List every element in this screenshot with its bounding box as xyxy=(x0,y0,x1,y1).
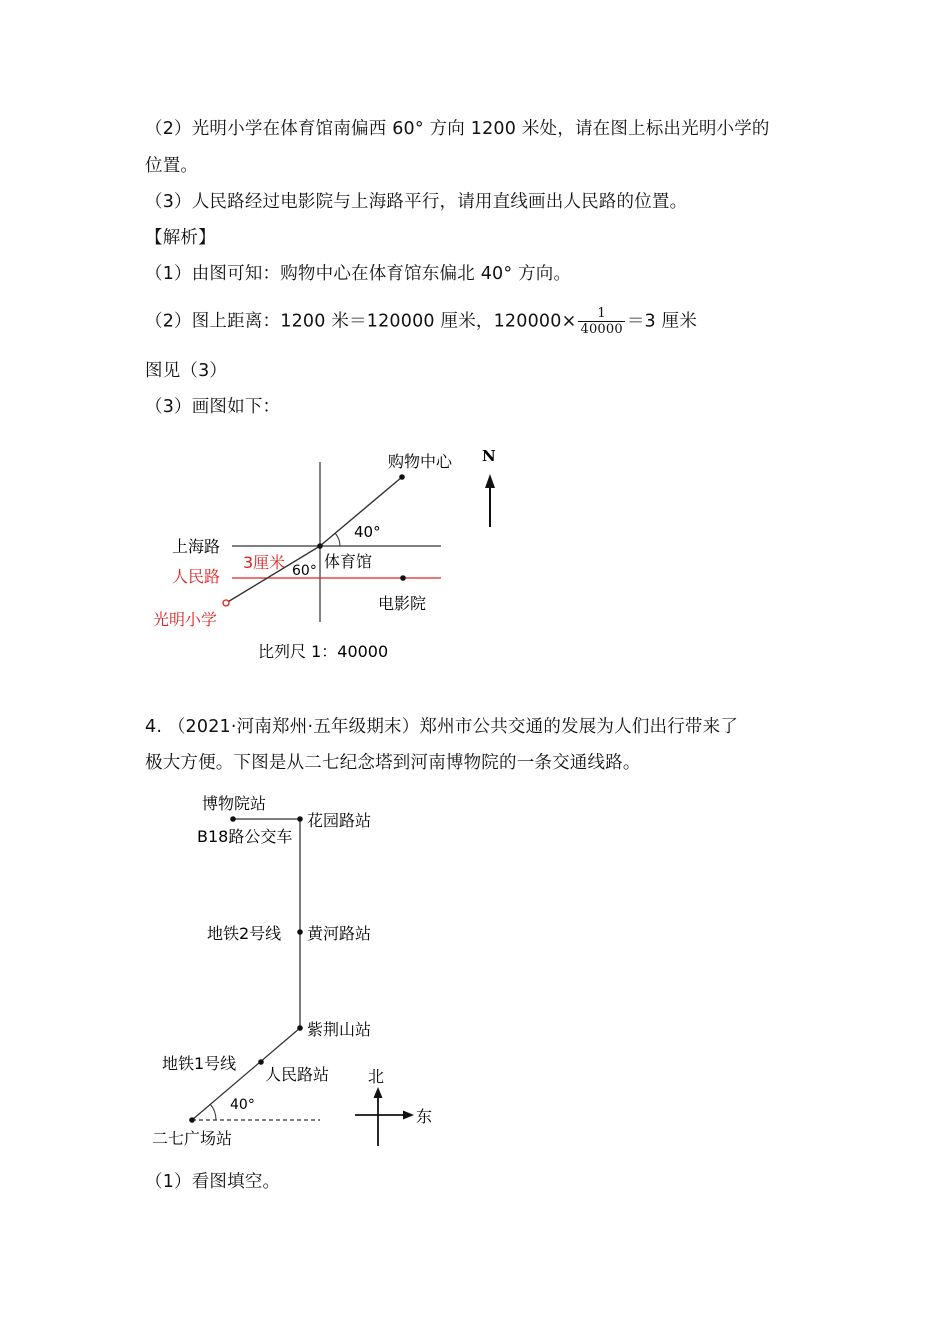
museum-dot xyxy=(230,816,236,822)
renmin-road-label: 人民路 xyxy=(172,567,221,586)
shopping-dot xyxy=(399,474,405,480)
question-2-line2: 位置。 xyxy=(145,156,199,176)
cinema-label: 电影院 xyxy=(378,594,427,613)
angle-40-label: 40° xyxy=(354,523,381,541)
north-arrow-head xyxy=(485,474,495,488)
erqi-station-label: 二七广场站 xyxy=(152,1129,233,1148)
stadium-dot xyxy=(317,543,323,549)
angle-40-label: 40° xyxy=(230,1097,255,1113)
stadium-label: 体育馆 xyxy=(324,552,373,571)
renmin-station-label: 人民路站 xyxy=(265,1065,330,1084)
huanghe-station-label: 黄河路站 xyxy=(307,924,372,943)
north-label: N xyxy=(482,447,496,465)
metro2-label: 地铁2号线 xyxy=(207,924,282,943)
zijingshan-dot xyxy=(297,1025,303,1031)
erqi-dot xyxy=(189,1117,195,1123)
question-3: （3）人民路经过电影院与上海路平行，请用直线画出人民路的位置。 xyxy=(145,192,688,212)
answer-2 xyxy=(145,306,697,337)
museum-station-label: 博物院站 xyxy=(202,794,267,813)
analysis-header: 【解析】 xyxy=(145,228,216,248)
angle-40-arc xyxy=(335,533,340,546)
question-4-sub1: （1）看图填空。 xyxy=(145,1172,281,1192)
fraction xyxy=(578,306,624,337)
guangming-dot xyxy=(223,600,229,606)
question-4-line2: 极大方便。下图是从二七纪念塔到河南博物院的一条交通线路。 xyxy=(145,753,641,773)
huayuan-station-label: 花园路站 xyxy=(307,811,372,830)
zijingshan-station-label: 紫荆山站 xyxy=(307,1020,372,1039)
huayuan-dot xyxy=(297,816,303,822)
three-cm-label: 3厘米 xyxy=(243,553,286,572)
angle-40-arc xyxy=(210,1104,216,1120)
figure-position-map xyxy=(0,440,950,670)
compass-north-label: 北 xyxy=(368,1067,385,1086)
bus-b18-label: B18路公交车 xyxy=(197,827,293,846)
figure-transit-route xyxy=(0,785,950,1155)
see-figure-note: 图见（3） xyxy=(145,361,228,381)
answer-2-text: （2）图上距离：1200 米＝120000 厘米，120000× xyxy=(145,311,577,332)
question-2-line1: （2）光明小学在体育馆南偏西 60° 方向 1200 米处，请在图上标出光明小学的 xyxy=(145,119,770,139)
fraction-denominator: 40000 xyxy=(580,322,623,337)
guangming-label: 光明小学 xyxy=(153,610,218,629)
huanghe-dot xyxy=(297,929,303,935)
answer-3: （3）画图如下： xyxy=(145,397,281,417)
compass-east-label: 东 xyxy=(416,1107,433,1126)
scale-label: 比列尺 1：40000 xyxy=(258,642,389,661)
cinema-dot xyxy=(400,575,406,581)
renmin-station-dot xyxy=(258,1059,264,1065)
compass-north-arrowhead xyxy=(374,1087,383,1098)
shopping-label: 购物中心 xyxy=(388,452,453,471)
question-4-line1: 4. （2021·河南郑州·五年级期末）郑州市公共交通的发展为人们出行带来了 xyxy=(145,717,739,737)
answer-2-result: ＝3 厘米 xyxy=(626,311,698,332)
shanghai-road-label: 上海路 xyxy=(172,537,221,556)
angle-60-label: 60° xyxy=(292,563,317,579)
fraction-numerator: 1 xyxy=(597,306,606,321)
answer-1: （1）由图可知：购物中心在体育馆东偏北 40° 方向。 xyxy=(145,264,572,284)
metro1-label: 地铁1号线 xyxy=(162,1054,237,1073)
compass-east-arrowhead xyxy=(403,1111,414,1120)
